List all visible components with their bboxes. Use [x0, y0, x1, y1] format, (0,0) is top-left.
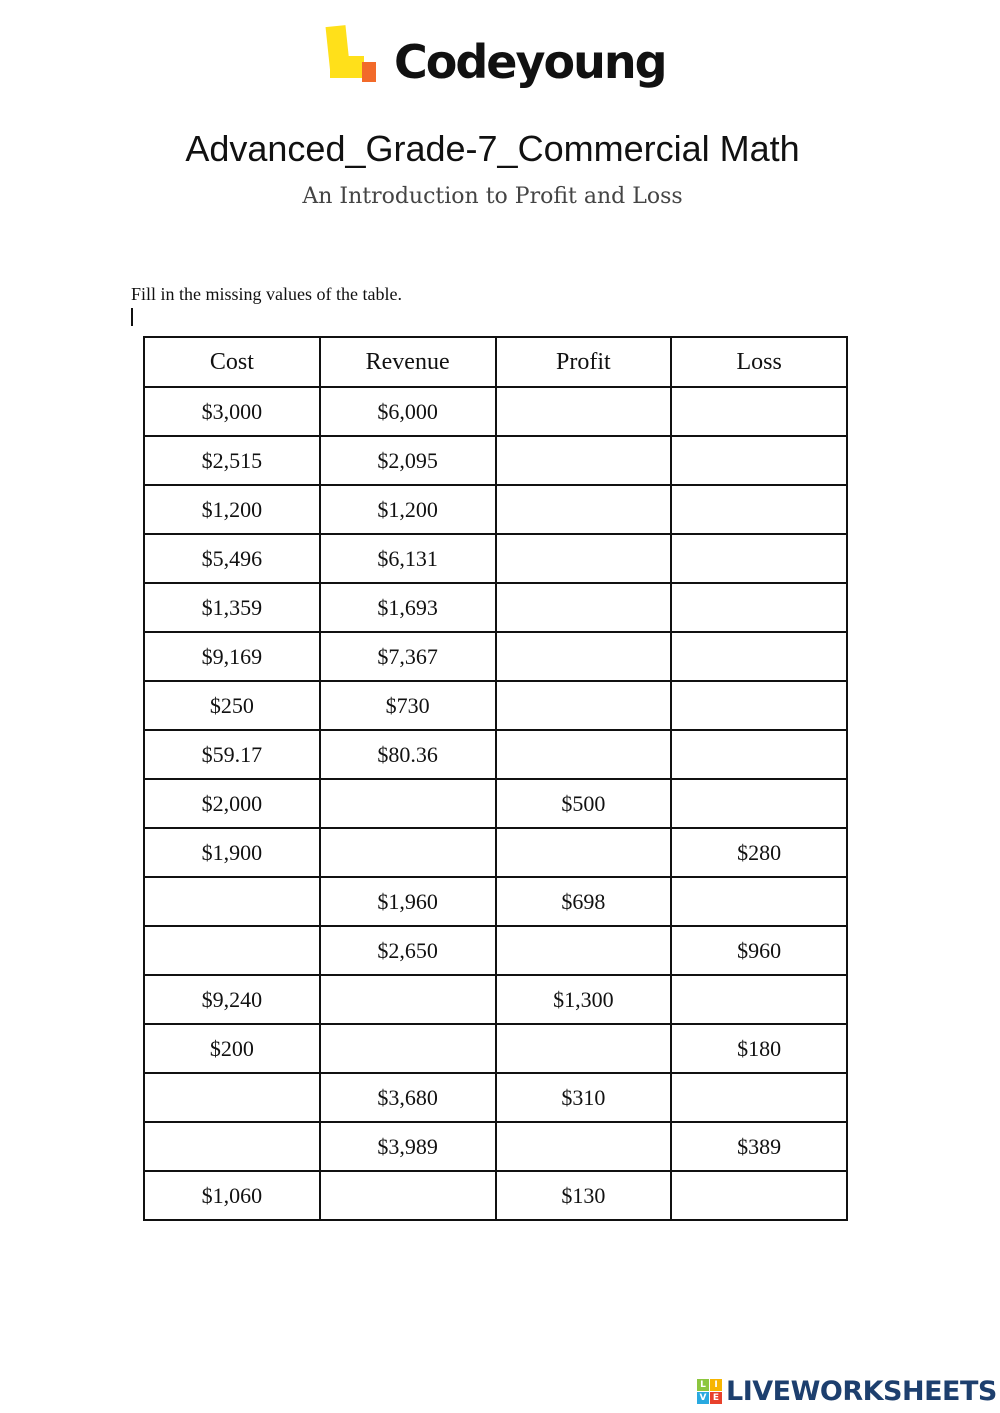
- revenue-answer-field[interactable]: [320, 975, 496, 1024]
- profit-answer-field[interactable]: [496, 1024, 672, 1073]
- column-header-revenue: Revenue: [320, 337, 496, 387]
- profit-answer-field[interactable]: [496, 730, 672, 779]
- revenue-cell: $3,989: [320, 1122, 496, 1171]
- cost-cell: $59.17: [144, 730, 320, 779]
- loss-answer-field[interactable]: [671, 485, 847, 534]
- cost-cell: $3,000: [144, 387, 320, 436]
- profit-cell: $500: [496, 779, 672, 828]
- profit-cell: $310: [496, 1073, 672, 1122]
- cost-cell: $9,169: [144, 632, 320, 681]
- loss-cell: $280: [671, 828, 847, 877]
- page-subtitle: An Introduction to Profit and Loss: [302, 184, 683, 209]
- column-header-cost: Cost: [144, 337, 320, 387]
- badge-letter: I: [710, 1379, 722, 1391]
- table-row: [144, 828, 847, 877]
- liveworksheets-logo: [697, 1376, 997, 1407]
- table-row: [144, 1073, 847, 1122]
- cost-answer-field[interactable]: [144, 1122, 320, 1171]
- profit-cell: $130: [496, 1171, 672, 1220]
- table-row: [144, 387, 847, 436]
- loss-answer-field[interactable]: [671, 681, 847, 730]
- revenue-cell: $80.36: [320, 730, 496, 779]
- cost-answer-field[interactable]: [144, 926, 320, 975]
- instruction-text: Fill in the missing values of the table.: [131, 284, 402, 304]
- profit-answer-field[interactable]: [496, 1122, 672, 1171]
- profit-answer-field[interactable]: [496, 387, 672, 436]
- cost-cell: $1,200: [144, 485, 320, 534]
- cost-cell: $2,000: [144, 779, 320, 828]
- column-header-loss: Loss: [671, 337, 847, 387]
- table-row: [144, 1024, 847, 1073]
- revenue-answer-field[interactable]: [320, 828, 496, 877]
- cost-answer-field[interactable]: [144, 877, 320, 926]
- table-row: [144, 632, 847, 681]
- loss-answer-field[interactable]: [671, 730, 847, 779]
- revenue-cell: $2,095: [320, 436, 496, 485]
- table-row: [144, 1171, 847, 1220]
- revenue-answer-field[interactable]: [320, 1171, 496, 1220]
- loss-answer-field[interactable]: [671, 1171, 847, 1220]
- revenue-cell: $6,131: [320, 534, 496, 583]
- badge-letter: V: [697, 1392, 709, 1404]
- cost-cell: $2,515: [144, 436, 320, 485]
- cost-cell: $5,496: [144, 534, 320, 583]
- profit-answer-field[interactable]: [496, 436, 672, 485]
- profit-answer-field[interactable]: [496, 828, 672, 877]
- profit-answer-field[interactable]: [496, 485, 672, 534]
- cost-cell: $1,359: [144, 583, 320, 632]
- revenue-cell: $3,680: [320, 1073, 496, 1122]
- loss-answer-field[interactable]: [671, 1073, 847, 1122]
- page-title: Advanced_Grade-7_Commercial Math: [185, 128, 800, 169]
- table-row: [144, 436, 847, 485]
- profit-answer-field[interactable]: [496, 926, 672, 975]
- revenue-cell: $7,367: [320, 632, 496, 681]
- revenue-cell: $6,000: [320, 387, 496, 436]
- loss-answer-field[interactable]: [671, 387, 847, 436]
- loss-answer-field[interactable]: [671, 632, 847, 681]
- table-row: [144, 1122, 847, 1171]
- loss-answer-field[interactable]: [671, 877, 847, 926]
- table-row: [144, 779, 847, 828]
- loss-answer-field[interactable]: [671, 534, 847, 583]
- cost-cell: $250: [144, 681, 320, 730]
- codeyoung-logo-icon: [326, 26, 382, 98]
- profit-answer-field[interactable]: [496, 632, 672, 681]
- revenue-answer-field[interactable]: [320, 1024, 496, 1073]
- profit-answer-field[interactable]: [496, 534, 672, 583]
- revenue-cell: $730: [320, 681, 496, 730]
- loss-answer-field[interactable]: [671, 975, 847, 1024]
- profit-loss-table: [143, 336, 848, 1221]
- live-badge-icon: [697, 1379, 722, 1404]
- text-cursor: [131, 308, 133, 326]
- badge-letter: L: [697, 1379, 709, 1391]
- column-header-profit: Profit: [496, 337, 672, 387]
- cost-cell: $1,060: [144, 1171, 320, 1220]
- loss-cell: $960: [671, 926, 847, 975]
- liveworksheets-text: LIVEWORKSHEETS: [726, 1376, 997, 1407]
- revenue-cell: $1,200: [320, 485, 496, 534]
- table-row: [144, 583, 847, 632]
- profit-cell: $698: [496, 877, 672, 926]
- revenue-cell: $1,693: [320, 583, 496, 632]
- cost-cell: $1,900: [144, 828, 320, 877]
- revenue-cell: $1,960: [320, 877, 496, 926]
- loss-cell: $180: [671, 1024, 847, 1073]
- table-row: [144, 534, 847, 583]
- table-row: [144, 877, 847, 926]
- loss-answer-field[interactable]: [671, 779, 847, 828]
- table-row: [144, 485, 847, 534]
- table-row: [144, 730, 847, 779]
- revenue-answer-field[interactable]: [320, 779, 496, 828]
- table-row: [144, 681, 847, 730]
- profit-answer-field[interactable]: [496, 583, 672, 632]
- logo-text: Codeyoung: [394, 34, 666, 89]
- loss-cell: $389: [671, 1122, 847, 1171]
- profit-answer-field[interactable]: [496, 681, 672, 730]
- badge-letter: E: [710, 1392, 722, 1404]
- table-row: [144, 926, 847, 975]
- cost-cell: $9,240: [144, 975, 320, 1024]
- cost-answer-field[interactable]: [144, 1073, 320, 1122]
- profit-cell: $1,300: [496, 975, 672, 1024]
- codeyoung-logo: [326, 24, 666, 99]
- loss-answer-field[interactable]: [671, 436, 847, 485]
- table-row: [144, 975, 847, 1024]
- loss-answer-field[interactable]: [671, 583, 847, 632]
- revenue-cell: $2,650: [320, 926, 496, 975]
- cost-cell: $200: [144, 1024, 320, 1073]
